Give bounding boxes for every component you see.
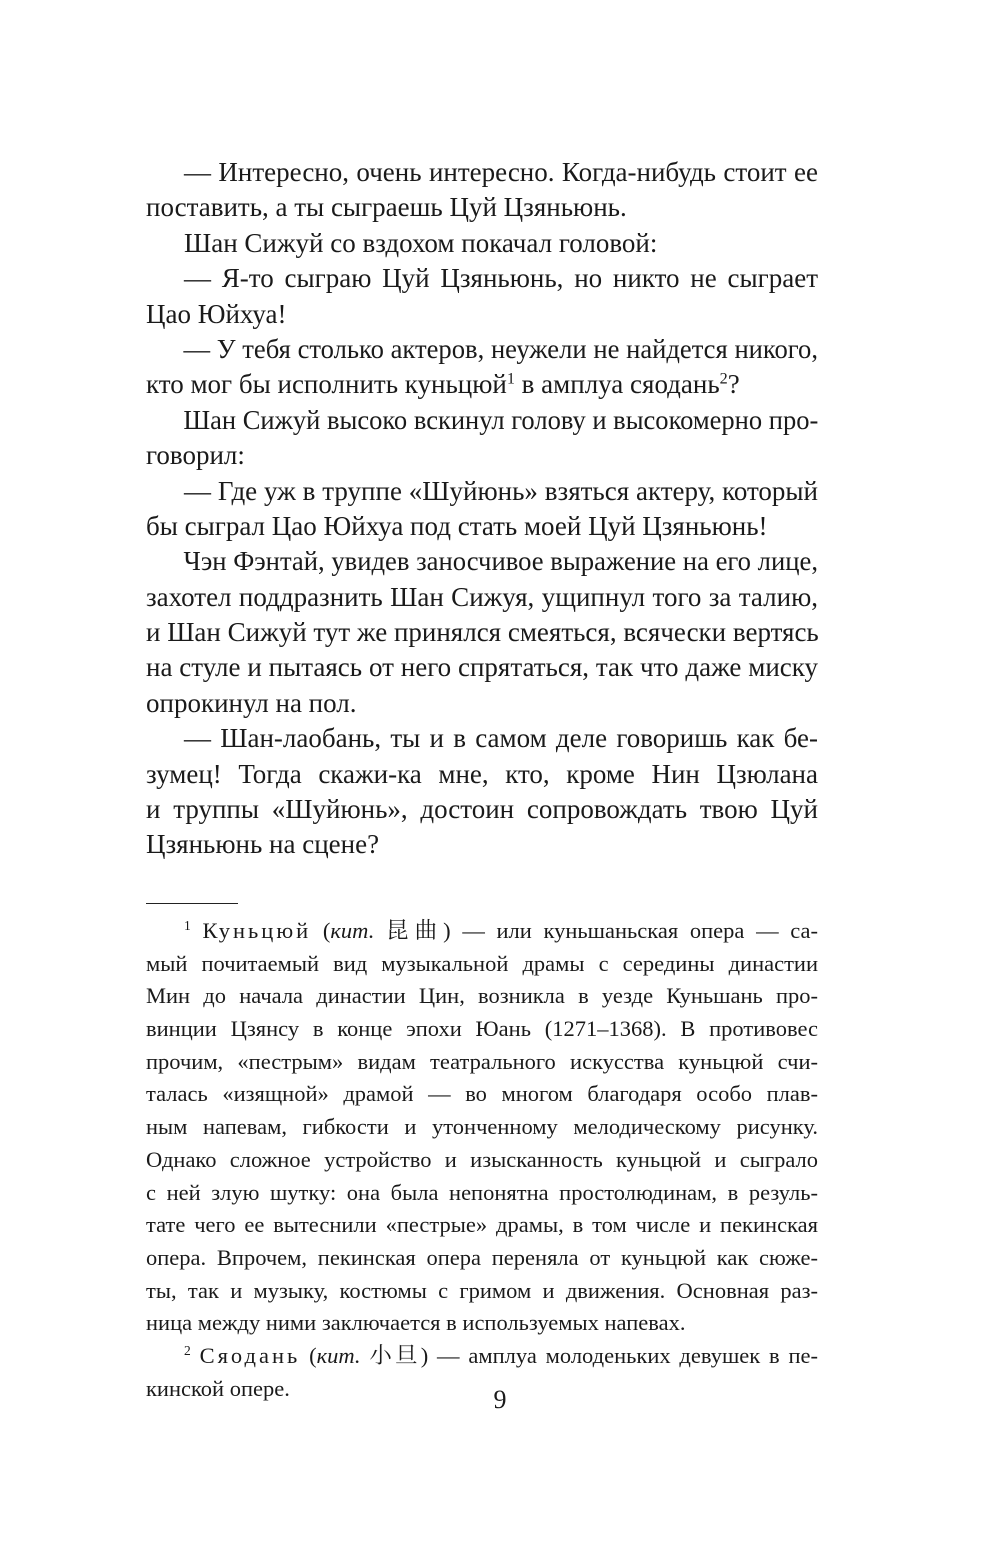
footnote-line: Мин до начала династии Цин, возникла в уезде Куньшань про- — [146, 983, 818, 1009]
text-line: и труппы «Шуйюнь», достоин сопровождать твою Цуй — [146, 794, 818, 825]
footnote-line: кинской опере. — [146, 1375, 290, 1401]
footnote-kit: кит. — [330, 918, 375, 943]
footnote-term: Куньцюй — [202, 918, 312, 943]
text-line: Цао Юйхуа! — [146, 298, 287, 329]
footnote-number: 1 — [184, 917, 191, 933]
text-line: — Я-то сыграю Цуй Цзяньюнь, но никто не сыграет — [184, 263, 818, 294]
text-fragment: ? — [727, 369, 740, 400]
text-line: поставить, а ты сыграешь Цуй Цзяньюнь. — [146, 192, 627, 223]
footnote-hanzi: 昆曲 — [386, 918, 444, 943]
text-line: Чэн Фэнтай, увидев заносчивое выражение на его лице, — [183, 546, 818, 577]
footnote-line: тате чего ее вытеснили «пестрые» драмы, в том числе и пекинская — [146, 1212, 818, 1238]
footnote-line: мый почитаемый вид музыкальной драмы с середины династии — [146, 950, 818, 976]
text-line: зумец! Тогда скажи-ка мне, кто, кроме Нин Цзюлана — [146, 758, 818, 789]
text-line — [146, 367, 818, 402]
footnote-ref[interactable]: 2 — [719, 369, 728, 388]
text-line: — У тебя столько актеров, неужели не найдется никого, — [183, 333, 818, 364]
footnote-line: опера. Впрочем, пекинская опера переняла от куньцюй как сюже- — [146, 1244, 818, 1270]
text-line: захотел поддразнить Шан Сижуя, ущипнул того за талию, — [146, 581, 818, 612]
footnote-2-first-line: $^2$ Сяодань (кит. 小旦) — амплуа молоденьких девушек в пе- — [184, 1342, 818, 1368]
footnotes — [146, 915, 818, 1405]
text-fragment: кто мог бы исполнить куньцюй — [146, 369, 507, 400]
text-line: — Где уж в труппе «Шуйюнь» взяться актеру, который — [184, 475, 818, 506]
footnote-text: ) — амплуа молоденьких девушек в пе- — [420, 1342, 818, 1368]
footnote-ref[interactable]: 1 — [506, 369, 515, 388]
text-line: на стуле и пытаясь от него спрятаться, так что даже миску — [146, 652, 818, 683]
text-line: Шан Сижуй высоко вскинул голову и высокомерно про- — [183, 404, 819, 435]
footnote-line: винции Цзянсу в конце эпохи Юань (1271–1368). В противовес — [146, 1016, 818, 1042]
footnote-line: ница между ними заключается в используемых напевах. — [146, 1310, 686, 1336]
footnote-divider — [146, 903, 238, 904]
footnote-text: ) — или куньшаньская опера — са- — [443, 918, 818, 943]
footnote-kit: кит. — [316, 1342, 361, 1368]
text-line: — Шан-лаобань, ты и в самом деле говоришь как бе- — [184, 723, 818, 754]
text-line: Цзяньюнь на сцене? — [146, 829, 380, 860]
footnote-line: талась «изящной» драмой — во многом благодаря особо плав- — [146, 1081, 818, 1107]
page-number: 9 — [493, 1385, 507, 1414]
text-line: бы сыграл Цао Юйхуа под стать моей Цуй Цзяньюнь! — [146, 510, 768, 541]
footnote-hanzi: 小旦 — [369, 1342, 421, 1368]
text-line: говорил: — [146, 440, 245, 471]
text-line: опрокинул на пол. — [146, 687, 357, 718]
footnote-number: 2 — [184, 1342, 191, 1358]
text-fragment: в амплуа сяодань — [514, 369, 720, 400]
main-text — [146, 155, 818, 863]
text-line: Шан Сижуй со вздохом покачал головой: — [184, 227, 658, 258]
footnote-line: с ней злую шутку: она была непонятна простолюдинам, в резуль- — [146, 1179, 818, 1205]
footnote-line: ты, так и музыку, костюмы с гримом и движения. Основная раз- — [146, 1277, 818, 1303]
footnote-1-first-line: $^1$ Куньцюй (кит. 昆曲) — или куньшаньская опера — са- — [184, 917, 818, 943]
text-line: и Шан Сижуй тут же принялся смеяться, всячески вертясь — [146, 617, 819, 648]
footnote-line: ным напевам, гибкости и утонченному мелодическому рисунку. — [146, 1114, 818, 1140]
footnote-line: прочим, «пестрым» видам театрального искусства куньцюй счи- — [146, 1048, 818, 1074]
text-line: — Интересно, очень интересно. Когда-нибудь стоит ее — [184, 157, 818, 187]
footnote-term: Сяодань — [199, 1342, 301, 1368]
footnote-line: Однако сложное устройство и изысканность куньцюй и сыграло — [146, 1146, 818, 1172]
